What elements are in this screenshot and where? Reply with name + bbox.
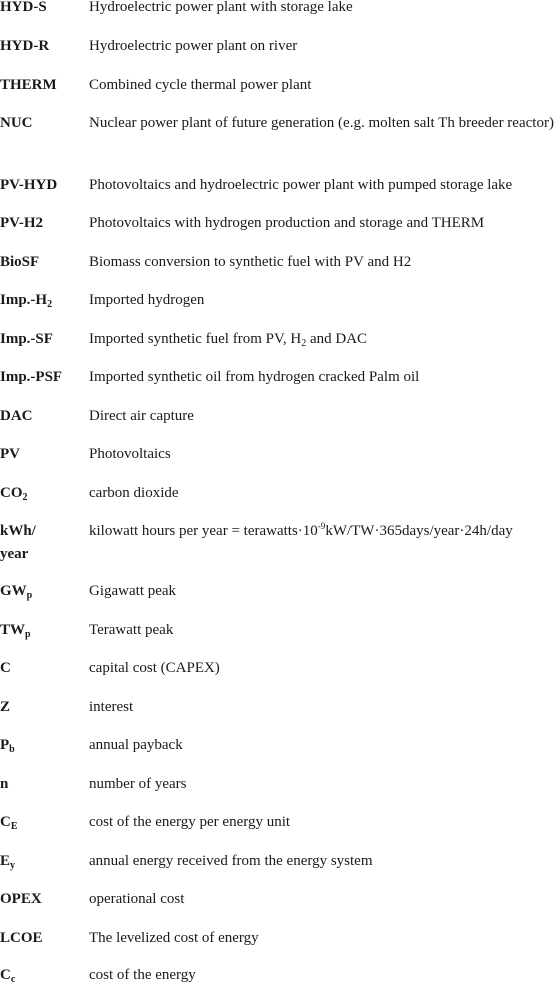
term	[0, 619, 84, 642]
term: DAC	[0, 408, 33, 424]
term	[0, 520, 84, 566]
definition: Photovoltaics	[89, 446, 171, 462]
definition: number of years	[89, 776, 187, 792]
definition: Photovoltaics and hydroelectric power plant with pumped storage lake	[89, 177, 513, 193]
definition: Photovoltaics with hydrogen production and storage and THERM	[89, 215, 485, 231]
definition: Terawatt peak	[89, 622, 174, 638]
definition: Imported hydrogen	[89, 292, 205, 308]
term-text: C	[0, 967, 11, 983]
definition	[89, 520, 558, 543]
term	[0, 734, 84, 757]
definition: capital cost (CAPEX)	[89, 660, 220, 676]
definition	[89, 328, 558, 351]
term: PV-H2	[0, 215, 44, 231]
definition-superscript: -9	[317, 521, 326, 531]
definition: Hydroelectric power plant with storage lake	[89, 0, 353, 15]
term-text: GW	[0, 583, 27, 599]
term-text: CO	[0, 485, 23, 501]
definition: annual payback	[89, 737, 183, 753]
term: n	[0, 776, 9, 792]
term-subscript: c	[10, 974, 16, 985]
term-subscript: y	[10, 860, 16, 871]
term-text: P	[0, 737, 10, 753]
definition: annual energy received from the energy system	[89, 853, 373, 869]
term-subscript: E	[10, 821, 18, 832]
term: LCOE	[0, 930, 43, 946]
term	[0, 811, 84, 834]
term: HYD-S	[0, 0, 47, 15]
definition: carbon dioxide	[89, 485, 179, 501]
term-text: E	[0, 853, 11, 869]
term	[0, 964, 84, 987]
definition: Hydroelectric power plant on river	[89, 38, 298, 54]
term: HYD-R	[0, 38, 50, 54]
term: C	[0, 660, 11, 676]
definition-text: and DAC	[306, 331, 368, 347]
definition: Biomass conversion to synthetic fuel with PV and H2	[89, 254, 412, 270]
definition: operational cost	[89, 891, 185, 907]
term-subscript: p	[26, 590, 33, 601]
definition: The levelized cost of energy	[89, 930, 259, 946]
term-subscript: 2	[22, 492, 28, 503]
definition-subscript: 2	[301, 338, 307, 349]
term: Imp.-PSF	[0, 369, 63, 385]
term-subscript: b	[9, 744, 15, 755]
definition: Gigawatt peak	[89, 583, 177, 599]
term: BioSF	[0, 254, 40, 270]
term: THERM	[0, 77, 57, 93]
term	[0, 289, 84, 312]
term: NUC	[0, 115, 33, 131]
term-text: C	[0, 814, 11, 830]
term: OPEX	[0, 891, 42, 907]
definition: cost of the energy	[89, 967, 196, 983]
term-line: kWh/	[0, 523, 36, 539]
term-subscript: p	[25, 629, 31, 640]
definition-text: kilowatt hours per year = terawatts·10	[89, 523, 318, 539]
term: PV	[0, 446, 20, 462]
term	[0, 482, 84, 505]
definition-text: kW/TW·365days/year·24h/day	[325, 523, 513, 539]
term-text: Imp.-H	[0, 292, 48, 308]
term-text: TW	[0, 622, 26, 638]
term-subscript: 2	[47, 299, 53, 310]
term: Z	[0, 699, 11, 715]
term-line: year	[0, 546, 29, 562]
term	[0, 850, 84, 873]
definition: Combined cycle thermal power plant	[89, 77, 312, 93]
definition: Nuclear power plant of future generation (e.g. molten salt Th breeder reactor)	[89, 115, 554, 131]
definition: Imported synthetic oil from hydrogen cracked Palm oil	[89, 369, 420, 385]
definition-text: Imported synthetic fuel from PV, H	[89, 331, 302, 347]
term	[0, 580, 84, 603]
definition: cost of the energy per energy unit	[89, 814, 291, 830]
definition: interest	[89, 699, 134, 715]
term: Imp.-SF	[0, 331, 53, 347]
term: PV-HYD	[0, 177, 58, 193]
definition: Direct air capture	[89, 408, 194, 424]
